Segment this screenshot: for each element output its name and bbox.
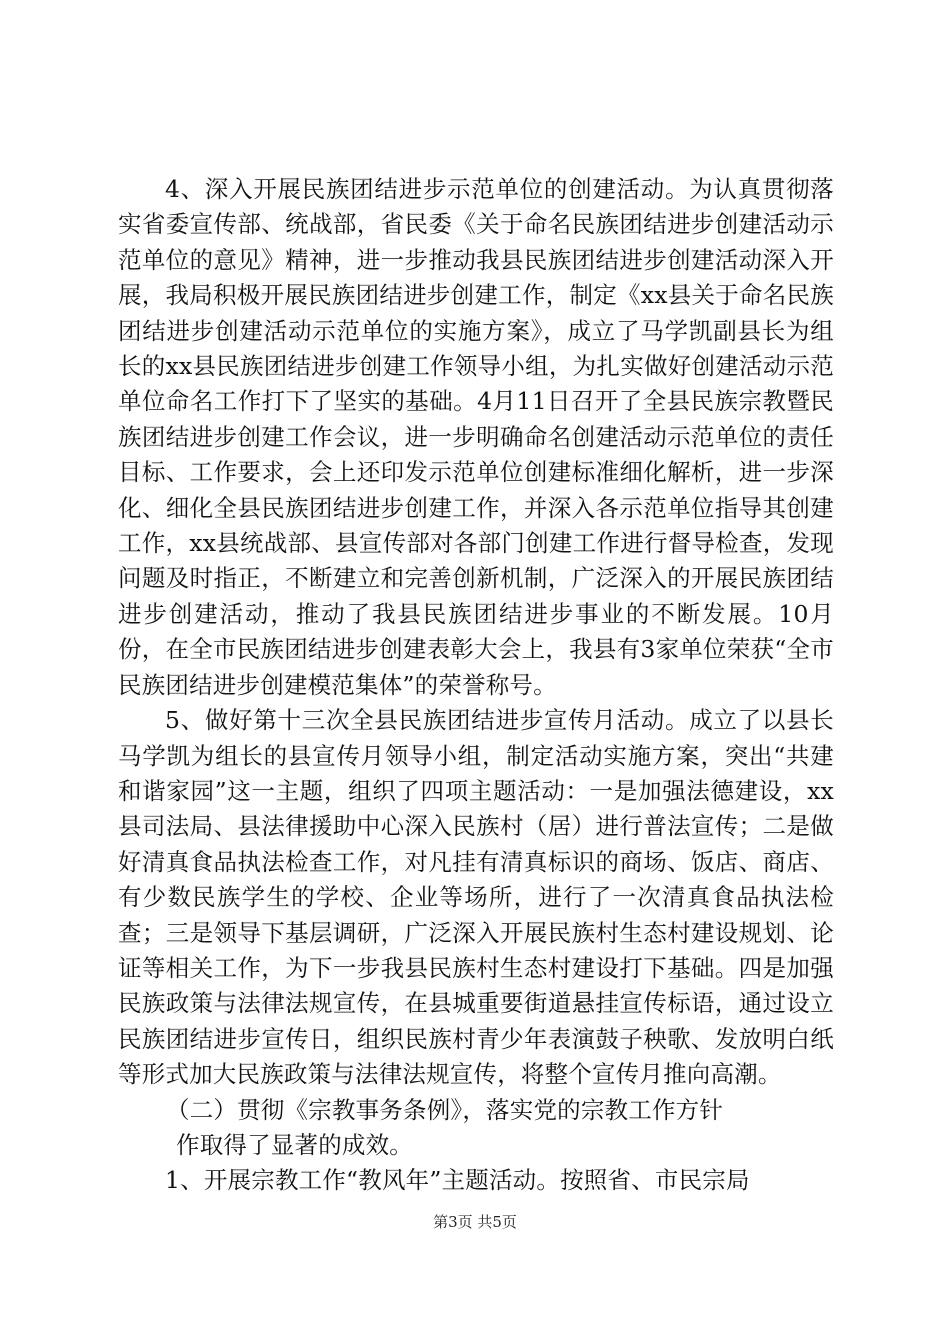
document-body [118, 172, 834, 1199]
page-footer [0, 1211, 950, 1232]
section-heading: （二）贯彻《宗教事务条例》，落实党的宗教工作方针 [166, 1095, 724, 1124]
paragraph-item-4: 4、深入开展民族团结进步示范单位的创建活动。为认真贯彻落实省委宣传部、统战部，省民委《关于命名民族团结进步创建活动示范单位的意见》精神，进一步推动我县民族团结进步创建活动深入开展，我局积极开展民族团结进步创建工作，制定《xx县关于命名民族团结进步创建活动示范单位的实施方案》，成立了马学凯副县长为组长的xx县民族团结进步创建工作领导小组，为扎实做好创建活动示范单位命名工作打下了坚实的基础。4月11日召开了全县民族宗教暨民族团结进步创建工作会议，进一步明确命名创建活动示范单位的责任目标、工作要求，会上还印发示范单位创建标准细化解析，进一步深化、细化全县民族团结进步创建工作，并深入各示范单位指导其创建工作，xx县统战部、县宣传部对各部门创建工作进行督导检查，发现问题及时指正，不断建立和完善创新机制，广泛深入的开展民族团结进步创建活动，推动了我县民族团结进步事业的不断发展。10月份，在全市民族团结进步创建表彰大会上，我县有3家单位荣获“全市民族团结进步创建模范集体”的荣誉称号。 [118, 175, 834, 699]
paragraph-item-1: 1、开展宗教工作“教风年”主题活动。按照省、市民宗局 [165, 1166, 750, 1195]
section-heading-continuation: 作取得了显著的成效。 [176, 1130, 413, 1159]
page-number-label: 第3页 共5页 [433, 1213, 517, 1231]
paragraph-item-5: 5、做好第十三次全县民族团结进步宣传月活动。成立了以县长马学凯为组长的县宣传月领导小组，制定活动实施方案，突出“共建和谐家园”这一主题，组织了四项主题活动：一是加强法德建设，xx县司法局、县法律援助中心深入民族村（居）进行普法宣传；二是做好清真食品执法检查工作，对凡挂有清真标识的商场、饭店、商店、有少数民族学生的学校、企业等场所，进行了一次清真食品执法检查；三是领导下基层调研，广泛深入开展民族村生态村建设规划、论证等相关工作，为下一步我县民族村生态村建设打下基础。四是加强民族政策与法律法规宣传，在县城重要街道悬挂宣传标语，通过设立民族团结进步宣传日，组织民族村青少年表演鼓子秧歌、发放明白纸等形式加大民族政策与法律法规宣传，将整个宣传月推向高潮。 [118, 706, 834, 1089]
